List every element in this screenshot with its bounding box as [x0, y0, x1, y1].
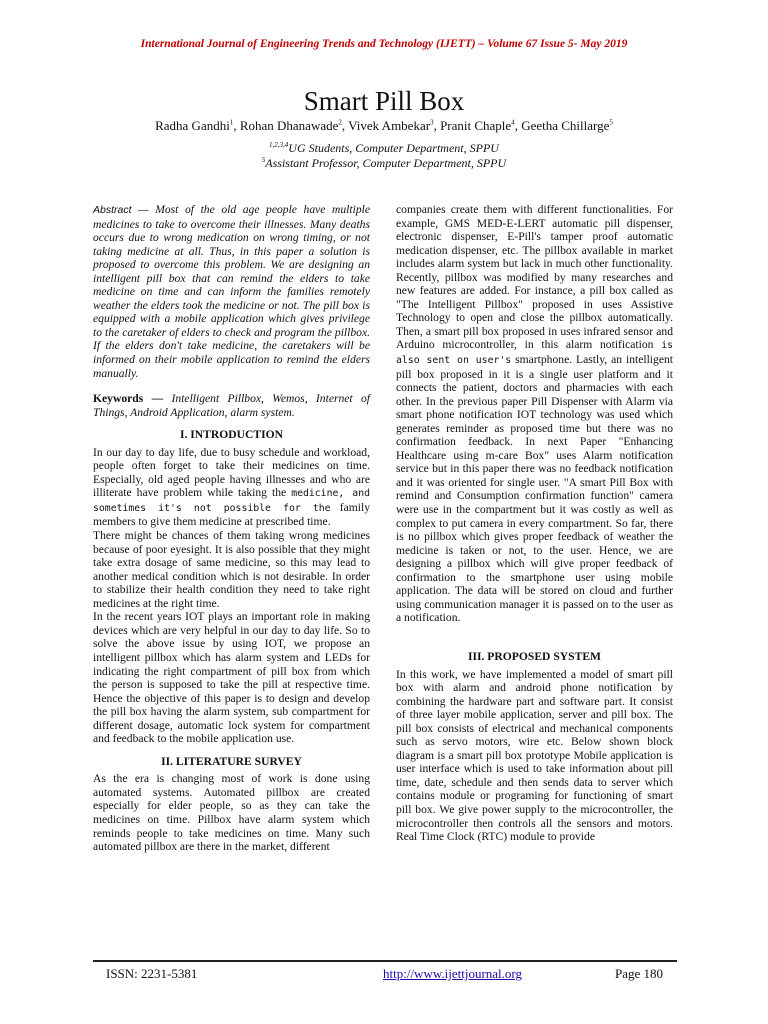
author-name: Geetha Chillarge — [521, 118, 610, 133]
literature-paragraph — [396, 203, 673, 625]
author-sup: 1 — [229, 118, 234, 127]
issn: ISSN: 2231-5381 — [106, 966, 198, 981]
intro-paragraph — [93, 446, 370, 529]
keywords-label: Keywords — — [93, 392, 164, 406]
section-heading-literature-survey: II. LITERATURE SURVEY — [161, 754, 302, 768]
affiliation — [0, 156, 768, 171]
keywords-text: Intelligent Pillbox, Wemos, Internet of Things, Android Application, alarm system. — [93, 392, 371, 419]
section-heading-proposed-system: III. PROPOSED SYSTEM — [467, 649, 602, 663]
intro-text: In our day to day life, due to busy schedule and workload, people often forget to take their medicines on time. Especially, old aged people having illnesses and who are illiterate have problem while taking the — [93, 445, 370, 500]
journal-link[interactable]: http://www.ijettjournal.org — [383, 966, 523, 981]
intro-text: family members to give them medicine at prescribed time. — [93, 500, 370, 529]
author-name: Rohan Dhanawade — [239, 118, 339, 133]
keywords — [93, 392, 370, 419]
right-column — [396, 203, 673, 844]
author-sup: 3 — [430, 118, 434, 127]
section-heading-introduction: I. INTRODUCTION — [179, 428, 284, 442]
author-sup: 2 — [338, 118, 342, 127]
author-name: Pranit Chaple — [440, 118, 512, 133]
left-column — [93, 203, 370, 854]
intro-text-mono: medicine, and sometimes it's not possible for the — [93, 488, 370, 514]
affiliation-text: UG Students, Computer Department, SPPU — [288, 141, 499, 155]
author-name: Radha Gandhi — [155, 118, 230, 133]
affiliation-sup: 1,2,3,4 — [269, 141, 289, 149]
footer-divider — [93, 960, 677, 962]
affiliation-text: Assistant Professor, Computer Department, SPPU — [265, 156, 507, 170]
abstract-label: Abstract — — [93, 204, 149, 216]
literature-text-mono: is also sent on user's — [396, 340, 673, 367]
intro-paragraph: In the recent years IOT plays an important role in making devices which are very helpful in our day to day life. So to solve the above issue by using IOT, we propose an intelligent pillbox which has alarm system and LEDs for indicating the right compartment of pill box from which the person is supposed to take the pill at respective time. Hence the objective of this paper is to design and develop the pill box having the alarm system, sub compartment for different dosage, automatic lock system for compartment and feedback to the mobile application use. — [93, 610, 370, 746]
journal-header: International Journal of Engineering Trends and Technology (IJETT) – Volume 67 Issue 5- May 2019 — [140, 38, 628, 50]
affiliation — [0, 141, 768, 156]
affiliation-sup: 5 — [261, 156, 266, 164]
page-number: Page 180 — [614, 966, 663, 981]
author-list: Radha Gandhi$^1$, Rohan Dhanawade$^2$, Vivek Ambekar$^3$, Pranit Chaple$^4$, Geetha Chillarge$^5$ — [155, 118, 613, 133]
intro-paragraph: There might be chances of them taking wrong medicines because of poor eyesight. It is also possible that they might take extra dosage of same medicine, so this may lead to another medical condition which is not desirable. In order to stabilize their health condition they need to take right medicines at the right time. — [93, 529, 370, 610]
proposed-paragraph: In this work, we have implemented a model of smart pill box with alarm and android phone notification by combining the hardware part and software part. It consist of three layer mobile application, server and pill box. The pill box consists of electrical and mechanical components such as servo motors, wire etc. Below shown block diagram is a smart pill box prototype Mobile application is user interface which is used to take information about pill time, date, schedule and then sends data to server which contains module or programing for functioning of smart pill box. We give power supply to the microcontroller, the microcontroller then controls all the sensors and motors. Real Time Clock (RTC) module to provide — [396, 667, 673, 844]
literature-text: companies create them with different functionalities. For example, GMS MED-E-LERT automatic pill dispenser, electronic dispenser, E-Pill's tamper proof automatic medication dispenser, etc. The pillbox available in market includes alarm system but lack in much other functionality. Recently, pillbox was modified by many researches and new features are added. For instance, a pill box called as "The Intelligent Pillbox" proposed in uses Assistive Technology to open and close the pillbox automatically. Then, a smart pill box proposed in uses infrared sensor and Arduino microcontroller, in this alarm notification — [396, 203, 673, 352]
abstract-text: Most of the old age people have multiple medicines to take to overcome their illnesses. Many deaths occurs due to wrong medication on wrong timing, or not taking medicine at all. Thus, in this paper a solution is proposed to overcome this problem. We are designing an intelligent pill box that can remind the elders to take medicine on time and can inform the families remotely weather the elders took the medicine or not. The pill box is equipped with a mobile application which gives privilege to the caretaker of elders to check and program the pillbox. If the elders don't take medicine, the caretakers will be informed on their mobile application to remind the elders manually. — [93, 203, 371, 380]
paper-title: Smart Pill Box — [303, 86, 465, 116]
author-sup: 4 — [511, 118, 515, 127]
literature-text: smartphone. Lastly, an intelligent pill box proposed in it is a single user platform and it connects the patient, doctors and pharmacies with each other. In the previous paper Pill Dispenser with Alarm via smart phone notification IOT technology was used which generates reminder as proposed time but there was no confirmation feedback. In next Paper "Enhancing Healthcare using m-care Box" uses Alarm notification service but in this paper there was no feedback notification and it was oriented for single user. "A smart Pill Box with remind and Consumption confirmation function" camera were use in the compartment but it was costly as well as complex to put camera in every compartment. So far, there is no pillbox which gives proper feedback of weather the medicine is taken or not, to the user. Hence, we are designing a pillbox which will give proper feedback of confirmation to the smartphone user using mobile application. The data will be stored on cloud and further using communication manager it is passed on to the user as a notification. — [396, 353, 673, 625]
author-name: Vivek Ambekar — [348, 118, 431, 133]
page-footer — [93, 966, 677, 984]
author-sup: 5 — [609, 118, 613, 127]
abstract — [93, 203, 370, 380]
literature-paragraph: As the era is changing most of work is done using automated systems. Automated pillbox are created especially for elder people, so as they can take the medicines on time. Pillbox have alarm system which reminds people to take medicines on time. Many such automated pillbox are there in the market, different — [93, 772, 370, 854]
